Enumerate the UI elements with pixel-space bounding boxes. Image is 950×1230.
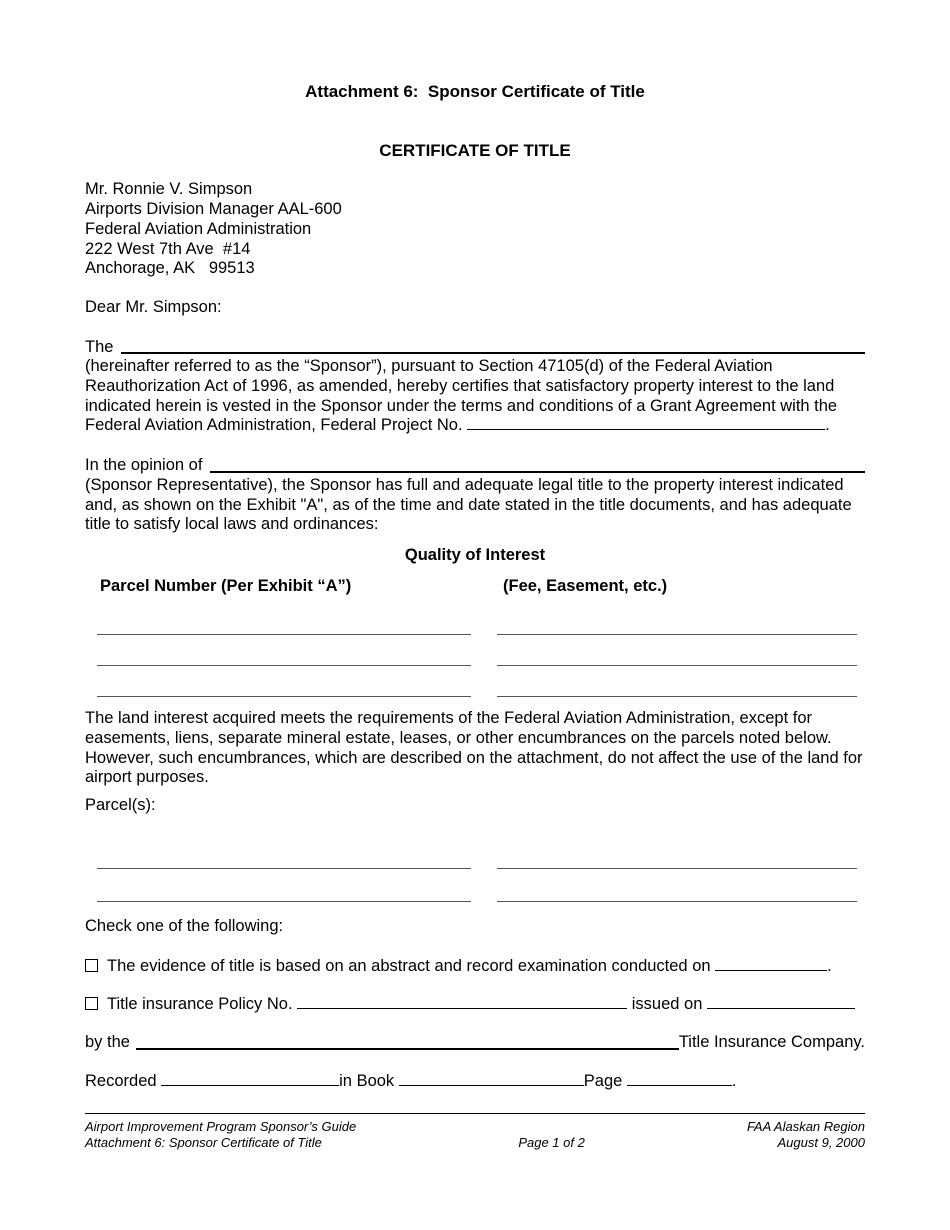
opinion-body: (Sponsor Representative), the Sponsor has full and adequate legal title to the property interest indicated and, as shown on the Exhibit "A", as of the time and date stated in the title documents, and has adequate title to satisfy local laws and ordinances: (85, 475, 852, 534)
abstract-date-blank[interactable] (715, 970, 827, 971)
insurance-company-blank[interactable] (136, 1048, 679, 1050)
interest-type-column-header: (Fee, Easement, etc.) (503, 576, 668, 595)
attachment-title: Attachment 6: Sponsor Certificate of Title (305, 82, 645, 101)
parcels-table (97, 836, 857, 902)
parcel-blank-right-2[interactable] (497, 869, 857, 902)
certificate-title: CERTIFICATE OF TITLE (379, 140, 571, 160)
insurance-option-row (85, 995, 865, 1015)
abstract-option-period: . (827, 956, 832, 975)
title-insurance-company-label: Title Insurance Company. (678, 1032, 865, 1051)
sponsor-name-line (85, 338, 865, 358)
recipient-street: 222 West 7th Ave #14 (85, 239, 251, 258)
in-book-label: in Book (339, 1071, 395, 1090)
interest-type-blank-1[interactable] (497, 604, 857, 635)
parcel-blank-right-1[interactable] (497, 836, 857, 869)
abstract-option-checkbox[interactable] (85, 959, 98, 972)
parcel-number-column-header: Parcel Number (Per Exhibit “A”) (100, 576, 352, 595)
quality-table-headers (85, 577, 865, 597)
footer-center (518, 1119, 585, 1150)
insurance-option-checkbox[interactable] (85, 997, 98, 1010)
parcels-label: Parcel(s): (85, 796, 156, 815)
interest-type-blank-2[interactable] (497, 635, 857, 666)
certification-body-text: (hereinafter referred to as the “Sponsor”), pursuant to Section 47105(d) of the Federal Aviation Reauthorization Act of 1996, as amended, hereby certifies that satisfactory property interest to the land indicated herein is vested in the Sponsor under the terms and conditions of a Grant Agreement with the Federal Aviation Administration, Federal Project No. (85, 357, 838, 435)
footer-left (85, 1119, 356, 1150)
certification-lead-in: The (85, 337, 114, 356)
sponsor-representative-blank[interactable] (210, 471, 865, 473)
by-the-label: by the (85, 1032, 130, 1051)
quality-table-row (97, 635, 857, 666)
recorded-label: Recorded (85, 1071, 157, 1090)
issued-on-label: issued on (631, 995, 703, 1014)
interest-type-blank-3[interactable] (497, 666, 857, 697)
federal-project-number-blank[interactable] (467, 429, 825, 430)
quality-of-interest-title: Quality of Interest (404, 545, 546, 564)
encumbrance-paragraph: The land interest acquired meets the requirements of the Federal Aviation Administration, except for easements, liens, separate mineral estate, leases, or other encumbrances on the parcels noted below. However, such encumbrances, which are described on the attachment, do not affect the use of the land for airport purposes. (85, 709, 863, 787)
recorded-line (85, 1072, 865, 1092)
parcel-blank-left-2[interactable] (97, 869, 471, 902)
recipient-job-title: Airports Division Manager AAL-600 (85, 200, 342, 219)
recipient-city-state-zip: Anchorage, AK 99513 (85, 259, 255, 278)
recipient-address (85, 180, 865, 279)
checklist-instruction: Check one of the following: (85, 916, 284, 935)
footer-page-number: Page 1 of 2 (518, 1134, 585, 1150)
sponsor-representative-line (85, 456, 865, 476)
insurance-company-line (85, 1033, 865, 1053)
parcels-table-row (97, 869, 857, 902)
parcel-blank-left-1[interactable] (97, 836, 471, 869)
footer-attachment-title: Attachment 6: Sponsor Certificate of Title (85, 1134, 322, 1150)
abstract-option-label: The evidence of title is based on an abstract and record examination conducted on (107, 956, 711, 975)
page-label: Page (583, 1071, 623, 1090)
recipient-agency: Federal Aviation Administration (85, 219, 312, 238)
insurance-policy-label: Title insurance Policy No. (107, 995, 293, 1014)
parcel-number-blank-2[interactable] (97, 635, 471, 666)
recorded-period: . (731, 1071, 737, 1090)
abstract-option-row (85, 957, 865, 977)
salutation: Dear Mr. Simpson: (85, 297, 222, 316)
opinion-paragraph (85, 456, 865, 535)
footer-date: August 9, 2000 (777, 1134, 865, 1150)
recorded-location-blank[interactable] (161, 1085, 339, 1086)
opinion-lead-in: In the opinion of (85, 456, 203, 475)
issued-date-blank[interactable] (707, 1008, 855, 1009)
quality-table-row (97, 604, 857, 635)
quality-table-row (97, 666, 857, 697)
footer-right (747, 1119, 865, 1150)
certification-body (85, 357, 865, 436)
book-number-blank[interactable] (399, 1085, 584, 1086)
policy-number-blank[interactable] (297, 1008, 627, 1009)
page-number-blank[interactable] (627, 1085, 732, 1086)
recipient-name: Mr. Ronnie V. Simpson (85, 180, 253, 199)
footer-guide-title: Airport Improvement Program Sponsor’s Guide (85, 1119, 357, 1134)
certification-trailing-period: . (825, 416, 830, 435)
footer-spacer (518, 1119, 585, 1135)
quality-of-interest-table (97, 604, 857, 697)
parcel-number-blank-1[interactable] (97, 604, 471, 635)
parcels-table-row (97, 836, 857, 869)
sponsor-name-blank[interactable] (121, 352, 865, 354)
footer-region: FAA Alaskan Region (746, 1119, 865, 1134)
parcel-number-blank-3[interactable] (97, 666, 471, 697)
certification-paragraph (85, 338, 865, 437)
page-footer (85, 1113, 865, 1150)
